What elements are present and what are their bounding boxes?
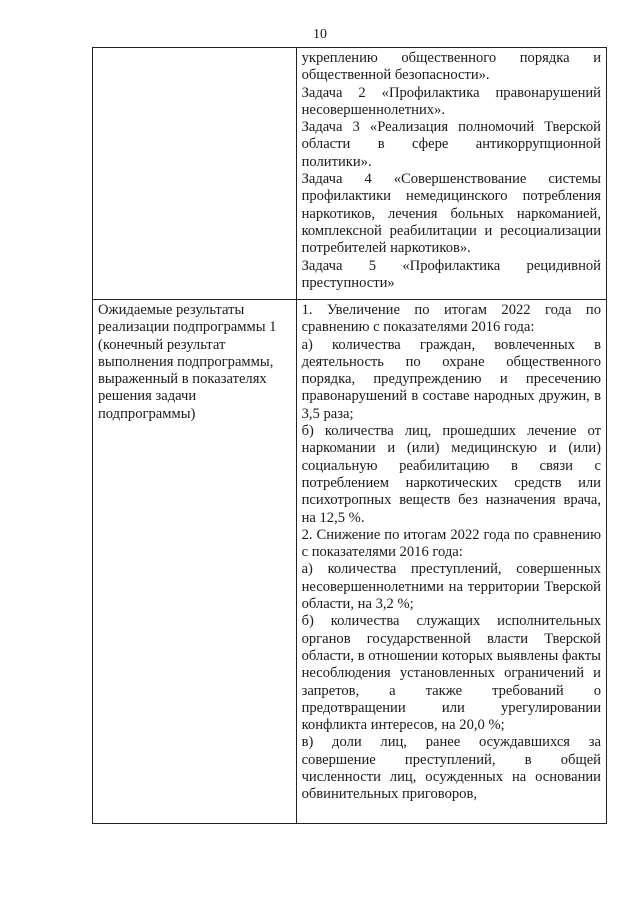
result-1-heading: 1. Увеличение по итогам 2022 года по сравнению с показателями 2016 года: [301,302,601,336]
task-5-paragraph: Задача 5 «Профилактика рецидивной преступности» [301,257,601,291]
page-number: 10 [313,27,327,42]
expected-results-label: Ожидаемые результаты реализации подпрограммы 1 (конечный результат выполнения подпрограммы, выраженный в показателях решения задачи подпрограммы) [98,302,277,422]
table-cell-label [93,300,297,824]
table-cell-label [93,48,297,300]
table-cell-content [296,48,606,300]
result-2c-paragraph: в) доли лиц, ранее осуждавшихся за совершение преступлений, в общей численности лиц, осужденных на основании обвинительных приговоров, [301,734,601,803]
task-4-paragraph: Задача 4 «Совершенствование системы профилактики немедицинского потребления наркотиков, лечения больных наркоманией, комплексной реабилитации и ресоциализации потребителей наркотиков». [301,171,601,257]
result-1b-paragraph: б) количества лиц, прошедших лечение от наркомании и (или) медицинскую и (или) социальную реабилитацию в связи с потреблением наркотических средств или психотропных веществ без назначения врача, на 12,5 %. [301,423,601,526]
result-2-heading: 2. Снижение по итогам 2022 года по сравнению с показателями 2016 года: [301,526,601,561]
table-cell-content [296,300,606,824]
task-2-paragraph: Задача 2 «Профилактика правонарушений несовершеннолетних». [301,84,601,118]
result-2b-paragraph: б) количества служащих исполнительных органов государственной власти Тверской области, в отношении которых выявлены факты несоблюдения установленных ограничений и запретов, а также требований о предотвращении или урегулировании конфликта интересов, на 20,0 %; [301,613,601,734]
table-row [93,48,607,300]
subprogram-passport-table [92,47,607,824]
table-row [93,300,607,824]
task-3-paragraph: Задача 3 «Реализация полномочий Тверской области в сфере антикоррупционной политики». [301,119,601,170]
task-continuation-paragraph: укреплению общественного порядка и общественной безопасности». [301,50,601,84]
result-1a-paragraph: а) количества граждан, вовлеченных в деятельность по охране общественного порядка, предупреждению и пресечению правонарушений в составе народных дружин, в 3,5 раза; [301,336,601,422]
result-2a-paragraph: а) количества преступлений, совершенных несовершеннолетними на территории Тверской области, на 3,2 %; [301,561,601,613]
